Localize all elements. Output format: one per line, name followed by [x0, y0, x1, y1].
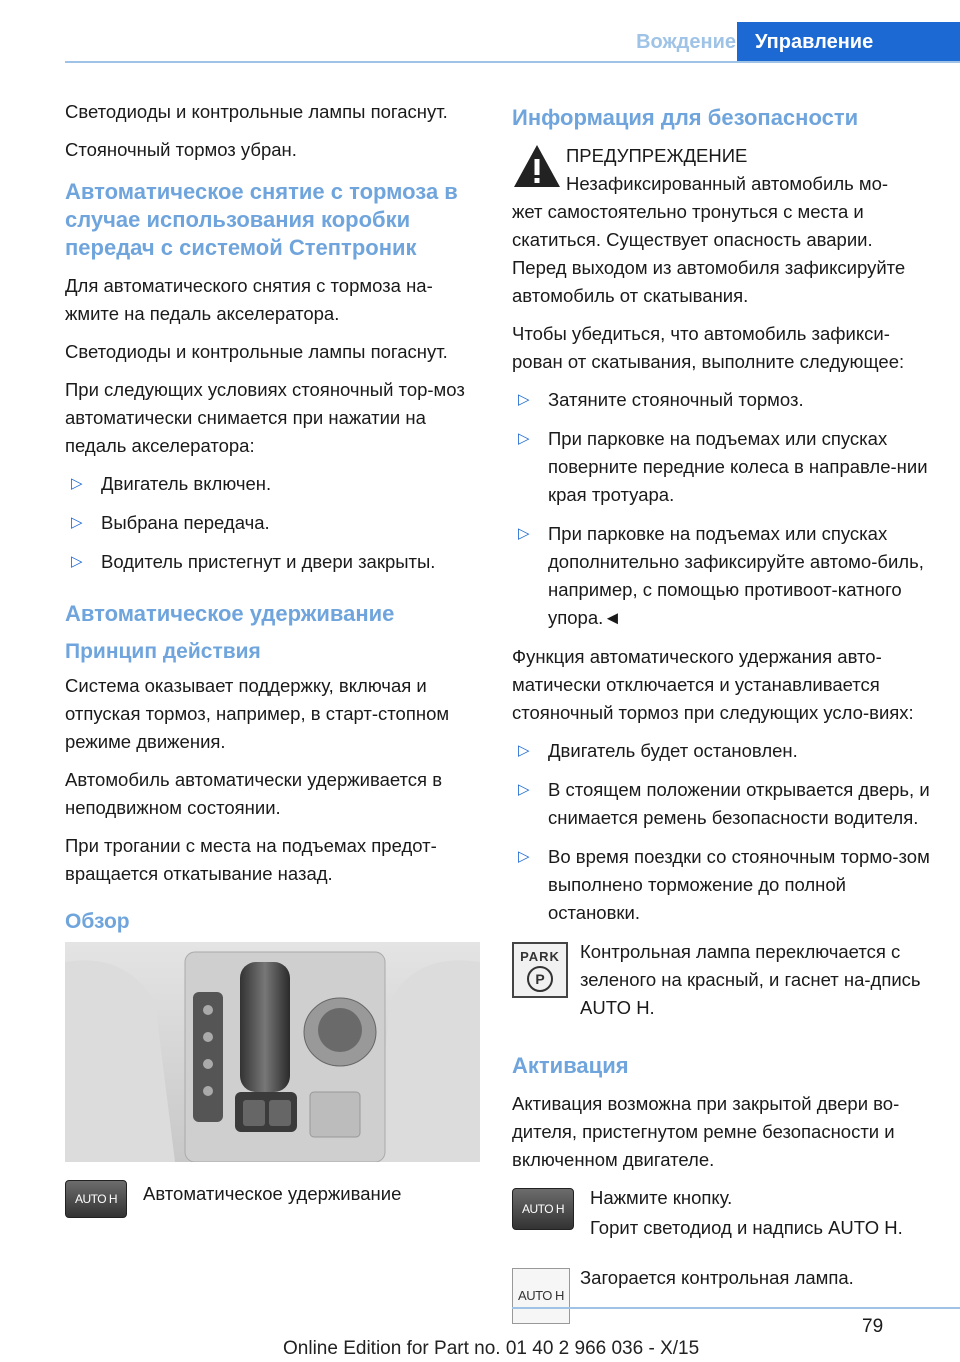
paragraph: Активация возможна при закрытой двери во-дителя, пристегнутом ремне безопасности и включенном двигателе.	[512, 1093, 900, 1170]
triangle-bullet-icon: ▷	[71, 514, 83, 531]
list-item	[65, 548, 480, 576]
list-item	[512, 776, 932, 832]
step-text: Горит светодиод и надпись AUTO H.	[590, 1217, 903, 1238]
edition-footer: Online Edition for Part no. 01 40 2 966 036 - X/15	[283, 1338, 700, 1359]
paragraph: Функция автоматического удержания авто-матически отключается и устанавливается стояночный тормоз при следующих усло-виях:	[512, 646, 914, 723]
park-indicator-note	[512, 938, 932, 1032]
list-item	[512, 386, 932, 414]
tab-controls[interactable]: Управление	[737, 22, 960, 62]
paragraph: При трогании с места на подъемах предот-вращается откатывание назад.	[65, 835, 437, 884]
triangle-bullet-icon: ▷	[518, 742, 530, 759]
list-item-text: Двигатель включен.	[101, 473, 272, 494]
list-item	[512, 520, 932, 632]
left-column	[65, 98, 480, 1230]
page-number: 79	[862, 1316, 884, 1337]
list-item-text: Водитель пристегнут и двери закрыты.	[101, 551, 436, 572]
list-item-text: При парковке на подъемах или спусках поверните передние колеса в направле-нии края тротуара.	[548, 428, 928, 505]
park-p-circle: P	[527, 966, 553, 992]
paragraph: Система оказывает поддержку, включая и отпуская тормоз, например, в старт-стопном режиме движения.	[65, 675, 450, 752]
triangle-bullet-icon: ▷	[518, 430, 530, 447]
auto-hold-button-icon	[512, 1188, 574, 1230]
lamp-step	[512, 1264, 932, 1324]
paragraph: Светодиоды и контрольные лампы погаснут.	[65, 341, 448, 362]
subsection-heading: Обзор	[65, 910, 130, 933]
triangle-bullet-icon: ▷	[518, 848, 530, 865]
section-heading: Информация для безопасности	[512, 105, 859, 130]
center-console-photo	[65, 942, 480, 1162]
section-heading: Автоматическое снятие с тормоза в случае использования коробки передач с системой Стептроник	[65, 179, 458, 260]
warning-title: ПРЕДУПРЕЖДЕНИЕ	[566, 145, 748, 166]
warning-text-first: Незафиксированный автомобиль мо-	[566, 173, 889, 194]
legend-text: Автоматическое удерживание	[143, 1183, 402, 1204]
footer-rule	[512, 1307, 960, 1309]
list-item-text: Во время поездки со стояночным тормо-зом выполнено торможение до полной остановки.	[548, 846, 930, 923]
list-item-text: При парковке на подъемах или спусках дополнительно зафиксируйте автомо-биль, например, с помощью противоот-катного упора.◄	[548, 523, 924, 628]
subsection-heading: Принцип действия	[65, 640, 261, 663]
activation-step	[512, 1184, 932, 1252]
conditions-list	[65, 470, 480, 576]
list-item-text: Двигатель будет остановлен.	[548, 740, 798, 761]
park-lamp-box	[512, 942, 568, 998]
paragraph: Контрольная лампа переключается с зеленого на красный, и гаснет на-дпись AUTO H.	[580, 941, 921, 1018]
park-lamp-icon	[512, 942, 568, 998]
list-item	[65, 470, 480, 498]
warning-triangle-icon	[512, 142, 562, 192]
auto-hold-icon-label: AUTO H	[512, 1188, 574, 1230]
auto-hold-button-icon	[65, 1180, 127, 1218]
paragraph: Светодиоды и контрольные лампы погаснут.	[65, 101, 448, 122]
triangle-bullet-icon: ▷	[71, 553, 83, 570]
tab-driving[interactable]: Вождение	[636, 31, 736, 53]
section-heading: Автоматическое удерживание	[65, 601, 395, 626]
triangle-bullet-icon: ▷	[518, 391, 530, 408]
auto-hold-icon-label: AUTO H	[65, 1180, 127, 1218]
triangle-bullet-icon: ▷	[518, 525, 530, 542]
list-item	[512, 425, 932, 509]
paragraph: Автомобиль автоматически удерживается в неподвижном состоянии.	[65, 769, 443, 818]
list-item-text: Затяните стояночный тормоз.	[548, 389, 804, 410]
section-heading: Активация	[512, 1053, 629, 1078]
list-item-text: В стоящем положении открывается дверь, и снимается ремень безопасности водителя.	[548, 779, 930, 828]
deactivation-list	[512, 737, 932, 927]
triangle-bullet-icon: ▷	[71, 475, 83, 492]
triangle-bullet-icon: ▷	[518, 781, 530, 798]
step-text: Нажмите кнопку.	[590, 1187, 733, 1208]
warning-block	[512, 142, 932, 198]
warning-text: жет самостоятельно тронуться с места и скатиться. Существует опасность аварии. Перед выходом из автомобиля зафиксируйте автомобиль от скатывания.	[512, 201, 906, 306]
paragraph: Стояночный тормоз убран.	[65, 139, 297, 160]
list-item	[65, 509, 480, 537]
paragraph: При следующих условиях стояночный тор-моз автоматически снимается при нажатии на педаль акселератора:	[65, 379, 465, 456]
list-item-text: Выбрана передача.	[101, 512, 270, 533]
auto-hold-legend	[65, 1176, 480, 1218]
list-item	[512, 843, 932, 927]
header-rule	[65, 61, 960, 63]
step-text: Загорается контрольная лампа.	[580, 1267, 854, 1288]
list-item	[512, 737, 932, 765]
park-word: PARK	[520, 949, 560, 964]
right-column	[512, 98, 932, 1336]
auto-h-lamp-icon	[512, 1268, 568, 1324]
paragraph: Чтобы убедиться, что автомобиль зафикси-рован от скатывания, выполните следующее:	[512, 323, 905, 372]
auto-h-lamp-label: AUTO H	[512, 1268, 570, 1324]
paragraph: Для автоматического снятия с тормоза на-жмите на педаль акселератора.	[65, 275, 433, 324]
securing-list	[512, 386, 932, 632]
